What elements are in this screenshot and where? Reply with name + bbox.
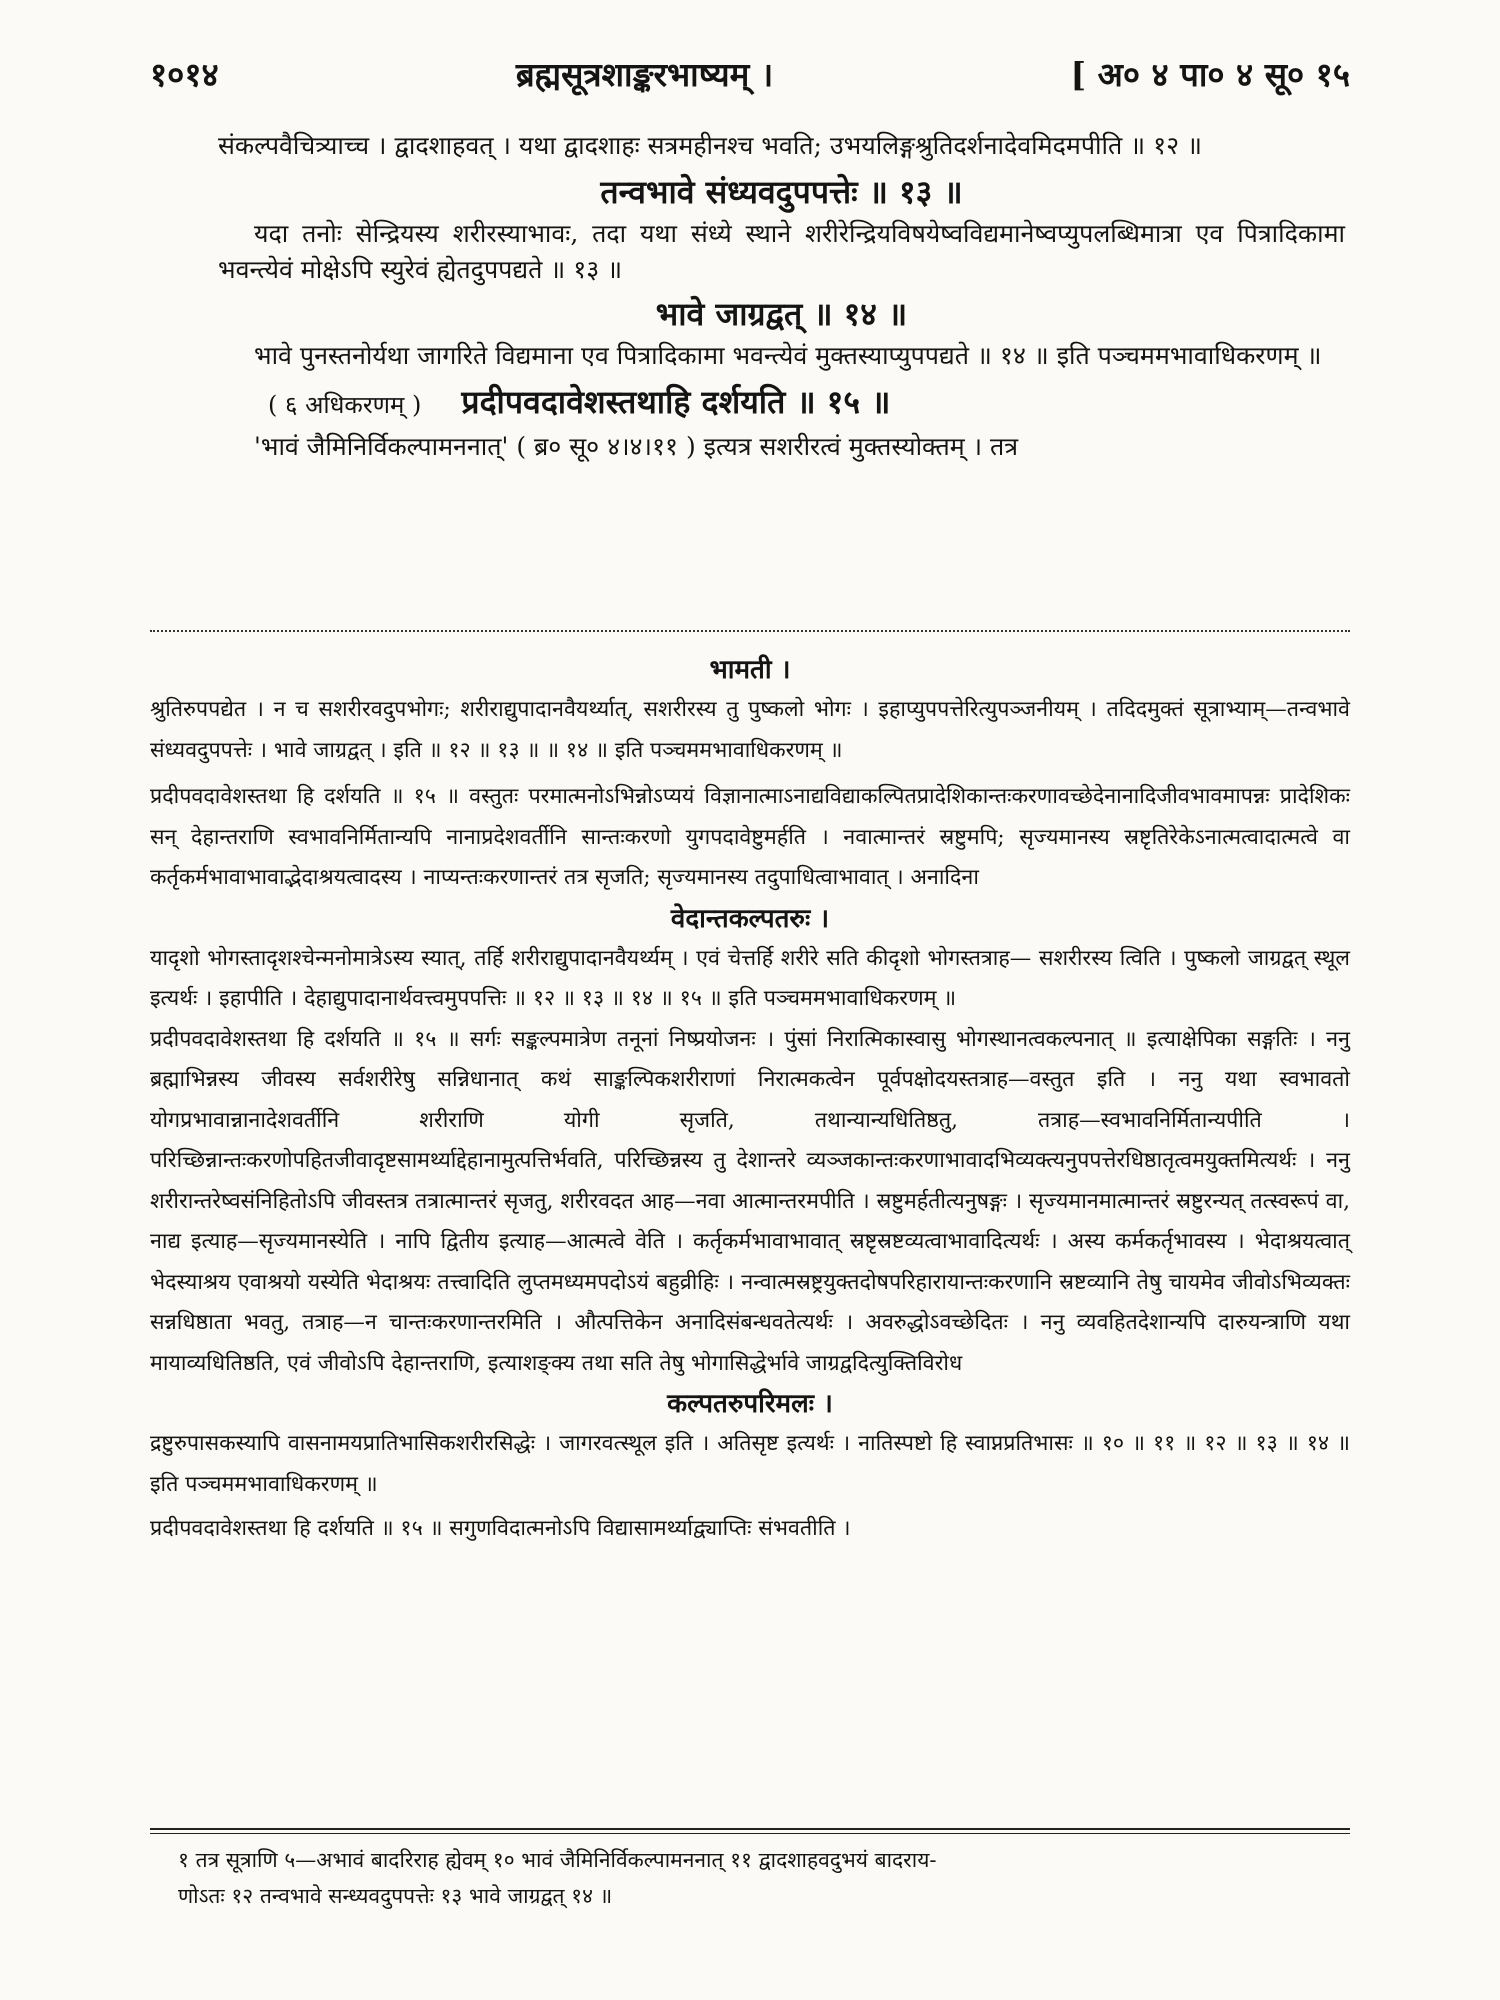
page-header	[150, 48, 1350, 98]
footnote-rule	[150, 1828, 1350, 1830]
footnote-line-1: १ तत्र सूत्राणि ५—अभावं बादरिराह ह्येवम् १० भावं जैमिनिर्विकल्पामननात् ११ द्वादशाहवदुभयं बादराय-	[178, 1848, 937, 1872]
page-number: १०१४	[150, 54, 219, 94]
footnote-line-2: णोऽतः १२ तन्वभावे सन्ध्यवदुपपत्तेः १३ भावे जाग्रद्वत् १४ ॥	[178, 1884, 613, 1908]
kalpataru-para-1: यादृशो भोगस्तादृशश्चेन्मनोमात्रेऽस्य स्यात्, तर्हि शरीराद्युपादानवैयर्थ्यम् । एवं चेत्तर्हि शरीरे सति कीदृशो भोगस्तत्राह— सशरीरस्य त्विति । पुष्कलो जाग्रद्वत् स्थूल इत्यर्थः । इहापीति । देहाद्युपादानार्थवत्त्वमुपपत्तिः ॥ १२ ॥ १३ ॥ १४ ॥ १५ ॥ इति पञ्चममभावाधिकरणम् ॥	[150, 945, 1350, 1011]
parimala-para-1: द्रष्टुरुपासकस्यापि वासनामयप्रातिभासिकशरीरसिद्धेः । जागरवत्स्थूल इति । अतिसृष्ट इत्यर्थः । नातिस्पष्टो हि स्वाप्नप्रतिभासः ॥ १० ॥ ११ ॥ १२ ॥ १३ ॥ १४ ॥ इति पञ्चममभावाधिकरणम् ॥	[150, 1431, 1350, 1497]
parimala-para-2: प्रदीपवदावेशस्तथा हि दर्शयति ॥ १५ ॥ सगुणविदात्मनोऽपि विद्यासामर्थ्याद्व्याप्तिः संभवतीति ।	[150, 1516, 851, 1541]
bhashya-section	[218, 128, 1345, 465]
footnote	[178, 1842, 1350, 1914]
sutra-14: भावे जाग्रद्वत् ॥ १४ ॥	[655, 295, 908, 333]
footnote-rule-thin	[150, 1833, 1350, 1834]
bhamati-para-1: श्रुतिरुपपद्येत । न च सशरीरवदुपभोगः; शरीराद्युपादानवैयर्थ्यात्, सशरीरस्य तु पुष्कलो भोगः । इहाप्युपपत्तेरित्युपञ्जनीयम् । तदिदमुक्तं सूत्राभ्याम्—तन्वभावे संध्यवदुपपत्तेः । भावे जाग्रद्वत् । इति ॥ १२ ॥ १३ ॥ ॥ १४ ॥ इति पञ्चममभावाधिकरणम् ॥	[150, 697, 1350, 763]
running-title: ब्रह्मसूत्रशाङ्करभाष्यम् ।	[515, 54, 774, 94]
kalpataru-para-2: प्रदीपवदावेशस्तथा हि दर्शयति ॥ १५ ॥ सर्गः सङ्कल्पमात्रेण तनूनां निष्प्रयोजनः । पुंसां निरात्मिकास्वासु भोगस्थानत्वकल्पनात् ॥ इत्याक्षेपिका सङ्गतिः । ननु ब्रह्माभिन्नस्य जीवस्य सर्वशरीरेषु सन्निधानात् कथं साङ्कल्पिकशरीराणां निरात्मकत्वेन पूर्वपक्षोदयस्तत्राह—वस्तुत इति । ननु यथा स्वभावतो योगप्रभावान्नानादेशवर्तीनि शरीराणि योगी सृजति, तथान्यान्यधितिष्ठतु, तत्राह—स्वभावनिर्मितान्यपीति । परिच्छिन्नान्तःकरणोपहितजीवादृष्टसामर्थ्याद्देहानामुत्पत्तिर्भवति, परिच्छिन्नस्य तु देशान्तरे व्यञ्जकान्तःकरणाभावादभिव्यक्त्यनुपपत्तेरधिष्ठातृत्वमयुक्तमित्यर्थः । ननु शरीरान्तरेष्वसंनिहितोऽपि जीवस्तत्र तत्रात्मान्तरं सृजतु, शरीरवदत आह—नवा आत्मान्तरमपीति । स्रष्टुमर्हतीत्यनुषङ्गः । सृज्यमानमात्मान्तरं स्रष्टुरन्यत् तत्स्वरूपं वा, नाद्य इत्याह—सृज्यमानस्येति । नापि द्वितीय इत्याह—आत्मत्वे वेति । कर्तृकर्मभावाभावात् स्रष्टृस्रष्टव्यत्वाभावादित्यर्थः । अस्य कर्मकर्तृभावस्य । भेदाश्रयत्वात् भेदस्याश्रय एवाश्रयो यस्येति भेदाश्रयः तत्त्वादिति लुप्तमध्यमपदोऽयं बहुव्रीहिः । नन्वात्मस्रष्ट्रयुक्तदोषपरिहारायान्तःकरणानि स्रष्टव्यानि तेषु चायमेव जीवोऽभिव्यक्तः सन्नधिष्ठाता भवतु, तत्राह—न चान्तःकरणान्तरमिति । औत्पत्तिकेन अनादिसंबन्धवतेत्यर्थः । अवरुद्धोऽवच्छेदितः । ननु व्यवहितदेशान्यपि दारुयन्त्राणि यथा मायाव्यधितिष्ठति, एवं जीवोऽपि देहान्तराणि, इत्याशङ्क्य तथा सति तेषु भोगासिद्धेर्भावे जाग्रद्वदित्युक्तिविरोध	[150, 1026, 1350, 1376]
bhashya-para-12: संकल्पवैचित्र्याच्च । द्वादशाहवत् । यथा द्वादशाहः सत्रमहीनश्च भवति; उभयलिङ्गश्रुतिदर्शनादेवमिदमपीति ॥ १२ ॥	[218, 131, 1203, 160]
sutra-13: तन्वभावे संध्यवदुपपत्तेः ॥ १३ ॥	[600, 173, 963, 211]
kalpataru-heading: वेदान्तकल्पतरुः ।	[670, 903, 830, 934]
bhashya-para-13: यदा तनोः सेन्द्रियस्य शरीरस्याभावः, तदा यथा संध्ये स्थाने शरीरेन्द्रियविषयेष्वविद्यमानेष्वप्युपलब्धिमात्रा एव पित्रादिकामा भवन्त्येवं मोक्षेऽपि स्युरेवं ह्येतदुपपद्यते ॥ १३ ॥	[218, 219, 1345, 284]
commentary-section	[150, 650, 1350, 1550]
bhashya-para-14: भावे पुनस्तनोर्यथा जागरिते विद्यमाना एव पित्रादिकामा भवन्त्येवं मुक्तस्याप्युपपद्यते ॥ १४ ॥ इति पञ्चममभावाधिकरणम् ॥	[254, 341, 1322, 370]
section-divider	[150, 630, 1350, 640]
bhamati-heading: भामती ।	[709, 655, 791, 685]
bhashya-para-15: 'भावं जैमिनिर्विकल्पामननात्' ( ब्र० सू० ४।४।११ ) इत्यत्र सशरीरत्वं मुक्तस्योक्तम् । तत्र	[254, 432, 1019, 461]
chapter-reference: [ अ० ४ पा० ४ सू० १५	[1070, 54, 1350, 94]
parimala-heading: कल्पतरुपरिमलः ।	[667, 1389, 833, 1419]
adhikarana-label: ( ६ अधिकरणम् )	[268, 391, 422, 419]
sutra-15-line	[218, 378, 1345, 429]
sutra-15: प्रदीपवदावेशस्तथाहि दर्शयति ॥ १५ ॥	[461, 383, 891, 421]
bhamati-para-2: प्रदीपवदावेशस्तथा हि दर्शयति ॥ १५ ॥ वस्तुतः परमात्मनोऽभिन्नोऽप्ययं विज्ञानात्माऽनाद्यविद्याकल्पितप्रादेशिकान्तःकरणावच्छेदेनानादिजीवभावमापन्नः प्रादेशिकः सन् देहान्तराणि स्वभावनिर्मितान्यपि नानाप्रदेशवर्तीनि सान्तःकरणो युगपदावेष्टुमर्हति । नवात्मान्तरं स्रष्टुमपि; सृज्यमानस्य स्रष्टृतिरेकेऽनात्मत्वादात्मत्वे वा कर्तृकर्मभावाभावाद्भेदाश्रयत्वादस्य । नाप्यन्तःकरणान्तरं तत्र सृजति; सृज्यमानस्य तदुपाधित्वाभावात् । अनादिना	[150, 784, 1350, 890]
